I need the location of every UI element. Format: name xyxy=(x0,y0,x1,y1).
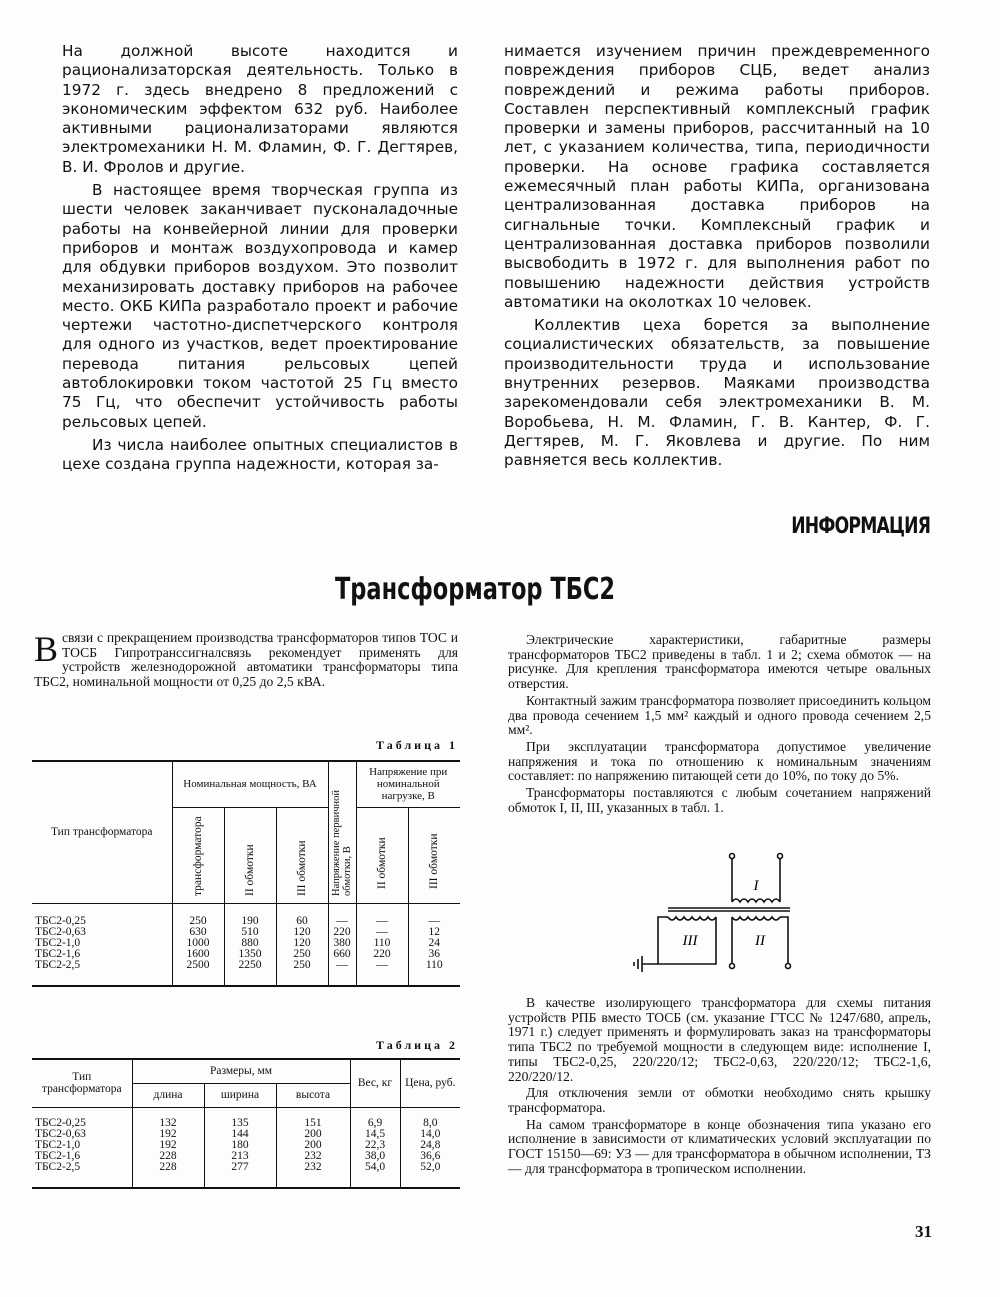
cell: 22,3 xyxy=(350,1140,400,1151)
article-title: Трансформатор ТБС2 xyxy=(334,572,616,607)
cell: 120 xyxy=(276,927,328,938)
table-row xyxy=(32,1140,460,1151)
table1-label: Таблица 1 xyxy=(376,738,458,752)
paragraph: На самом трансформаторе в конце обозначения типа указано его исполнение в зависимости от климатических условий эксплуатации по ГОСТ 15150—69: УЗ — для трансформатора в обычном исполнении, ТЗ — для трансформатора в тропическом исполнении. xyxy=(508,1116,931,1176)
cell: — xyxy=(428,914,440,927)
table-row xyxy=(32,1162,460,1188)
terminal-icon xyxy=(730,964,735,969)
cell: 190 xyxy=(224,903,276,927)
cell: 144 xyxy=(204,1129,276,1140)
row-type: ТБС2-2,5 xyxy=(32,960,172,986)
cell: 24 xyxy=(428,936,440,949)
cell: 200 xyxy=(276,1129,350,1140)
cell: 120 xyxy=(276,938,328,949)
section-heading: ИНФОРМАЦИЯ xyxy=(791,514,930,539)
table-row xyxy=(32,1151,460,1162)
cell: 24,8 xyxy=(420,1138,441,1151)
cell: 250 xyxy=(276,960,328,986)
table2-label: Таблица 2 xyxy=(376,1038,458,1052)
cell: 192 xyxy=(132,1129,204,1140)
cell: 38,0 xyxy=(350,1151,400,1162)
table2-header-length: длина xyxy=(132,1083,204,1107)
cell: 6,9 xyxy=(350,1107,400,1129)
top-left-column xyxy=(62,42,458,475)
cell: — xyxy=(356,960,408,986)
table-row xyxy=(32,1129,460,1140)
cell: 2250 xyxy=(224,960,276,986)
cell: 180 xyxy=(204,1140,276,1151)
cell: 192 xyxy=(132,1140,204,1151)
row-type: ТБС2-1,6 xyxy=(32,1151,132,1162)
table-row xyxy=(32,938,460,949)
cell: 660 xyxy=(328,949,356,960)
table1-header-type: Тип трансформатора xyxy=(32,761,172,903)
table-row xyxy=(32,949,460,960)
cell: 277 xyxy=(204,1162,276,1188)
table2-header-price: Цена, руб. xyxy=(400,1059,460,1107)
terminal-icon xyxy=(778,854,783,859)
table2-header-width: ширина xyxy=(204,1083,276,1107)
label-iii: III xyxy=(682,933,698,949)
row-type: ТБС2-1,0 xyxy=(32,938,172,949)
cell: 232 xyxy=(276,1162,350,1188)
paragraph: Для отключения земли от обмотки необходимо снять крышку трансформатора. xyxy=(508,1085,931,1115)
winding-diagram xyxy=(628,850,808,975)
table-row xyxy=(32,927,460,938)
cell: 213 xyxy=(204,1151,276,1162)
intro-paragraph xyxy=(34,631,458,690)
cell: 14,0 xyxy=(420,1127,441,1140)
cell: 36 xyxy=(428,947,440,960)
cell: 1600 xyxy=(172,949,224,960)
right-column-text xyxy=(508,631,931,815)
cell: — xyxy=(356,903,408,927)
cell: 1000 xyxy=(172,938,224,949)
table1-header-power-iii: III обмотки xyxy=(276,807,328,903)
cell: 132 xyxy=(132,1107,204,1129)
cell: 135 xyxy=(204,1107,276,1129)
table2-header-weight: Вес, кг xyxy=(350,1059,400,1107)
paragraph: Электрические характеристики, габаритные размеры трансформаторов ТБС2 приведены в табл. 1 и 2; схема обмоток — на рисунке. Для крепления трансформатора имеются четыре овальных отверстия. xyxy=(508,632,931,692)
table1-header-power-trans: трансформатора xyxy=(172,807,224,903)
cell: 8,0 xyxy=(423,1116,438,1129)
table-row xyxy=(32,1107,460,1129)
cell: 220 xyxy=(356,949,408,960)
cell: 54,0 xyxy=(350,1162,400,1188)
row-type: ТБС2-1,6 xyxy=(32,949,172,960)
intro-text: связи с прекращением производства трансформаторов типов ТОС и ТОСБ Гипротранссигналсвязь рекомендует применять для устройств железнодорожной автоматики трансформаторы типа ТБС2, номинальной мощности от 0,25 до 2,5 кВА. xyxy=(34,630,458,690)
winding-ii-coil xyxy=(732,917,780,920)
drop-cap: В xyxy=(34,629,59,669)
cell: 228 xyxy=(132,1162,204,1188)
paragraph: В настоящее время творческая группа из шести человек заканчивает пусконаладочные работы на конвейерной линии для проверки приборов и монтаж воздухопровода и камер для обдувки приборов воздухом. Это позволит механизировать доставку приборов на рабочее место. ОКБ КИПа разработало проект и рабочие чертежи частотно-диспетчерского контроля для одного из участков, ведет проектирование перевода питания рельсовых цепей автоблокировки током частотой 25 Гц вместо 75 Гц, что обеспечит устойчивость работы рельсовых цепей. xyxy=(62,181,458,431)
row-type: ТБС2-0,25 xyxy=(32,903,172,927)
table2-header-height: высота xyxy=(276,1083,350,1107)
cell: — xyxy=(356,927,408,938)
table1-header-volt-iii: III обмотки xyxy=(408,807,460,903)
table-row xyxy=(32,903,460,927)
table1-header-power-ii: II обмотки xyxy=(224,807,276,903)
table2-header-type: Тип трансформатора xyxy=(32,1059,132,1107)
row-type: ТБС2-0,63 xyxy=(32,1129,132,1140)
paragraph: При эксплуатации трансформатора допустимое увеличение напряжения и тока по отношению к номинальным значениям составляет: по напряжению питающей сети до 10%, по току до 5%. xyxy=(508,738,931,784)
ground-icon xyxy=(634,956,658,972)
row-type: ТБС2-2,5 xyxy=(32,1162,132,1188)
row-type: ТБС2-0,63 xyxy=(32,927,172,938)
table1-header-power: Номинальная мощность, ВА xyxy=(172,761,328,807)
paragraph: Контактный зажим трансформатора позволяет присоединить кольцом два провода сечением 1,5 мм² каждый и одного провода сечением 2,5 мм². xyxy=(508,692,931,738)
cell: 510 xyxy=(224,927,276,938)
cell: 630 xyxy=(172,927,224,938)
cell: 2500 xyxy=(172,960,224,986)
cell: 228 xyxy=(132,1151,204,1162)
cell: 250 xyxy=(276,949,328,960)
cell: 220 xyxy=(328,927,356,938)
table2-header-size: Размеры, мм xyxy=(132,1059,350,1083)
winding-i-coil xyxy=(732,899,780,902)
table1-header-volt-ii: II обмотки xyxy=(356,807,408,903)
table-1 xyxy=(32,760,460,987)
cell: 380 xyxy=(328,938,356,949)
cell: 52,0 xyxy=(420,1160,441,1173)
cell: 151 xyxy=(276,1107,350,1129)
cell: 250 xyxy=(172,903,224,927)
terminal-icon xyxy=(786,964,791,969)
cell: 60 xyxy=(276,903,328,927)
terminal-icon xyxy=(730,854,735,859)
cell: 12 xyxy=(428,925,440,938)
paragraph: нимается изучением причин преждевременного повреждения приборов СЦБ, ведет анализ повреждений и режима работы приборов. Составлен перспективный комплексный график проверки и замены приборов, рассчитанный на 10 лет, с указанием количества, типа, периодичности проверки. На основе графика составляется ежемесячный план работы КИПа, организована централизованная доставка приборов на сигнальные точки. Комплексный график и централизованная доставка приборов позволили высвободить в 1972 г. для выполнения работ по повышению надежности действия устройств автоматики на околотках 10 человек. xyxy=(504,42,930,311)
paragraph: На должной высоте находится и рационализаторская деятельность. Только в 1972 г. здесь внедрено 8 предложений с экономическим эффектом 632 руб. Наиболее активными рационализаторами являются электромеханики Н. М. Фламин, Ф. Г. Дегтярев, В. И. Фролов и другие. xyxy=(62,42,458,176)
cell: 880 xyxy=(224,938,276,949)
bottom-right-text xyxy=(508,994,931,1176)
paragraph: В качестве изолирующего трансформатора для схемы питания устройств РПБ вместо ТОСБ (см. указание ГТСС № 1247/680, апрель, 1971 г.) следует применять и формулировать заказ на трансформаторы типа ТБС2 по требуемой мощности в следующем виде: исполнение I, типы ТБС2-0,25, 220/220/12; ТБС2-0,63, 220/220/12; ТБС2-1,6, 220/220/12. xyxy=(508,995,931,1084)
cell: 36,6 xyxy=(420,1149,441,1162)
paragraph: Трансформаторы поставляются с любым сочетанием напряжений обмоток I, II, III, указанных в табл. 1. xyxy=(508,785,931,815)
table1-header-primary: Напряжение первичной обмотки, В xyxy=(328,761,356,903)
label-i: I xyxy=(753,878,759,894)
winding-iii-coil xyxy=(668,917,716,920)
cell: 14,5 xyxy=(350,1129,400,1140)
row-type: ТБС2-0,25 xyxy=(32,1107,132,1129)
page-number: 31 xyxy=(915,1222,932,1241)
row-type: ТБС2-1,0 xyxy=(32,1140,132,1151)
cell: — xyxy=(328,903,356,927)
paragraph: Коллектив цеха борется за выполнение социалистических обязательств, за повышение производительности труда и использование внутренних резервов. Маяками производства зарекомендовали себя электромеханики В. М. Воробьева, Н. М. Фламин, Г. В. Кантер, Ф. Г. Дегтярев, М. Г. Яковлева и другие. По ним равняется весь коллектив. xyxy=(504,316,930,470)
table1-header-voltage: Напряжение при номинальной нагрузке, В xyxy=(356,761,460,807)
cell: 110 xyxy=(356,938,408,949)
label-ii: II xyxy=(755,933,765,949)
top-right-column xyxy=(504,42,930,471)
cell: 200 xyxy=(276,1140,350,1151)
cell: — xyxy=(328,960,356,986)
cell: 1350 xyxy=(224,949,276,960)
table-row xyxy=(32,960,460,986)
cell: 232 xyxy=(276,1151,350,1162)
cell: 110 xyxy=(425,958,443,971)
paragraph: Из числа наиболее опытных специалистов в цехе создана группа надежности, которая за- xyxy=(62,435,458,474)
table-2 xyxy=(32,1058,460,1189)
